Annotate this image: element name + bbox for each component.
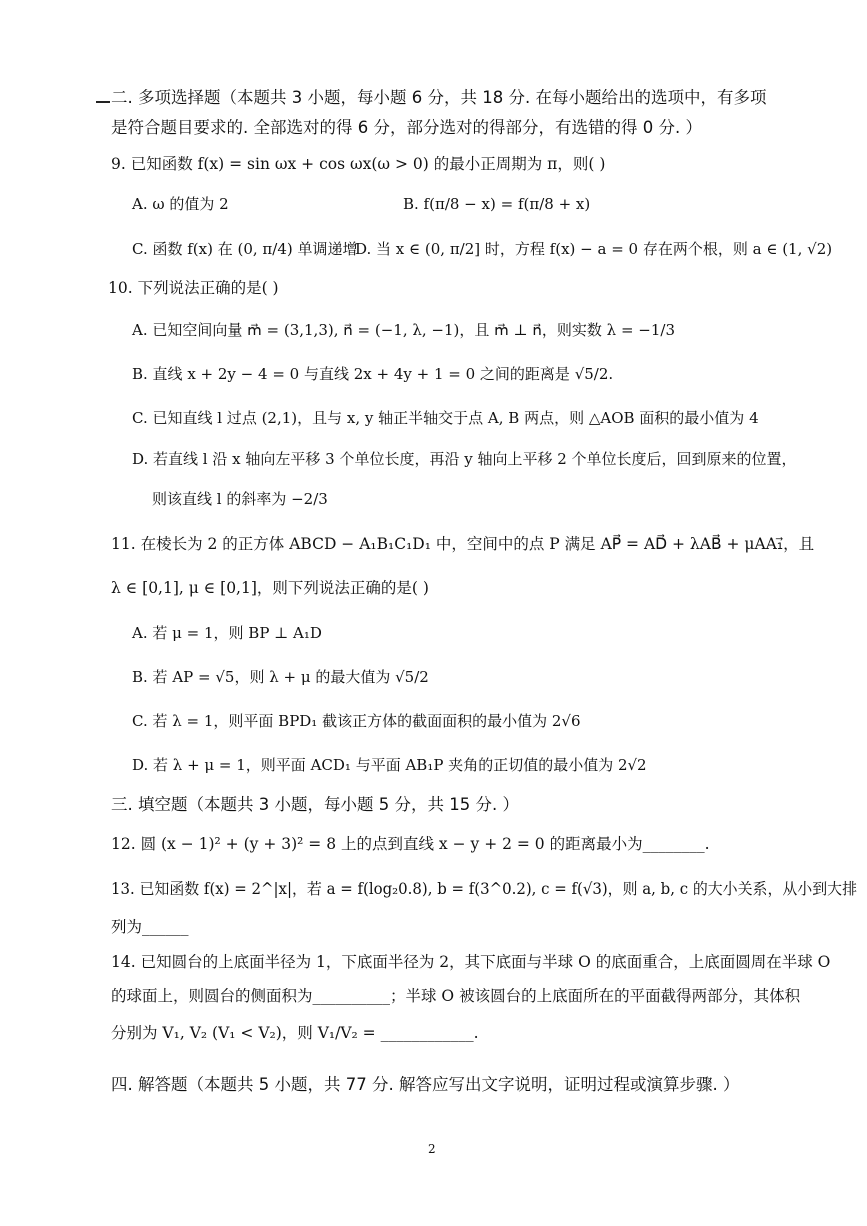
q10-option-d-line2: 则该直线 l 的斜率为 −2/3	[152, 490, 328, 508]
q9-option-d: D. 当 x ∈ (0, π/2] 时，方程 f(x) − a = 0 存在两个根，则 a ∈ (1, √2)	[355, 240, 833, 258]
q10-option-a: A. 已知空间向量 m⃗ = (3,1,3), n⃗ = (−1, λ, −1)，且 m⃗ ⊥ n⃗，则实数 λ = −1/3	[132, 321, 675, 339]
q11-stem-line2: λ ∈ [0,1], μ ∈ [0,1]，则下列说法正确的是( )	[111, 579, 429, 597]
q13-line2: 列为______	[111, 918, 189, 936]
q13-line1: 13. 已知函数 f(x) = 2^|x|，若 a = f(log₂0.8), b = f(3^0.2), c = f(√3)，则 a, b, c 的大小关系，从小到大排	[111, 880, 858, 898]
q14-line1: 14. 已知圆台的上底面半径为 1，下底面半径为 2，其下底面与半球 O 的底面重合，上底面圆周在半球 O	[111, 953, 831, 971]
section2-title-line2: 是符合题目要求的. 全部选对的得 6 分，部分选对的得部分，有选错的得 0 分. ）	[111, 118, 702, 137]
page-number: 2	[428, 1142, 436, 1156]
q9-stem: 9. 已知函数 f(x) = sin ωx + cos ωx(ω > 0) 的最小正周期为 π，则( )	[111, 155, 606, 173]
section2-title-line1: 二. 多项选择题（本题共 3 小题，每小题 6 分，共 18 分. 在每小题给出的选项中，有多项	[111, 88, 767, 107]
q9-option-a: A. ω 的值为 2	[132, 195, 229, 213]
q9-option-b: B. f(π/8 − x) = f(π/8 + x)	[403, 195, 591, 213]
q10-option-d-line1: D. 若直线 l 沿 x 轴向左平移 3 个单位长度，再沿 y 轴向上平移 2 个单位长度后，回到原来的位置，	[132, 450, 797, 468]
q10-option-b: B. 直线 x + 2y − 4 = 0 与直线 2x + 4y + 1 = 0 之间的距离是 √5/2.	[132, 365, 614, 383]
scan-mark	[96, 101, 110, 103]
q14-line2: 的球面上，则圆台的侧面积为__________；半球 O 被该圆台的上底面所在的平面截得两部分，其体积	[111, 987, 801, 1005]
q11-option-c: C. 若 λ = 1，则平面 BPD₁ 截该正方体的截面面积的最小值为 2√6	[132, 712, 581, 730]
q11-option-d: D. 若 λ + μ = 1，则平面 ACD₁ 与平面 AB₁P 夹角的正切值的最小值为 2√2	[132, 756, 647, 774]
q11-option-a: A. 若 μ = 1，则 BP ⊥ A₁D	[132, 624, 322, 642]
q11-option-b: B. 若 AP = √5，则 λ + μ 的最大值为 √5/2	[132, 668, 429, 686]
q9-option-c: C. 函数 f(x) 在 (0, π/4) 单调递增	[132, 240, 358, 258]
q10-stem: 10. 下列说法正确的是( )	[108, 279, 279, 297]
q10-option-c: C. 已知直线 l 过点 (2,1)，且与 x, y 轴正半轴交于点 A, B 两点，则 △AOB 面积的最小值为 4	[132, 409, 759, 427]
q11-stem-line1: 11. 在棱长为 2 的正方体 ABCD − A₁B₁C₁D₁ 中，空间中的点 P 满足 AP⃗ = AD⃗ + λAB⃗ + μAA₁⃗，且	[111, 535, 815, 553]
section4-title: 四. 解答题（本题共 5 小题，共 77 分. 解答应写出文字说明，证明过程或演算步骤. ）	[111, 1075, 740, 1094]
q12-text: 12. 圆 (x − 1)² + (y + 3)² = 8 上的点到直线 x − y + 2 = 0 的距离最小为________.	[111, 835, 710, 853]
section3-title: 三. 填空题（本题共 3 小题，每小题 5 分，共 15 分. ）	[111, 795, 519, 814]
q14-line3: 分别为 V₁, V₂ (V₁ < V₂)，则 V₁/V₂ = ____________.	[111, 1024, 479, 1042]
